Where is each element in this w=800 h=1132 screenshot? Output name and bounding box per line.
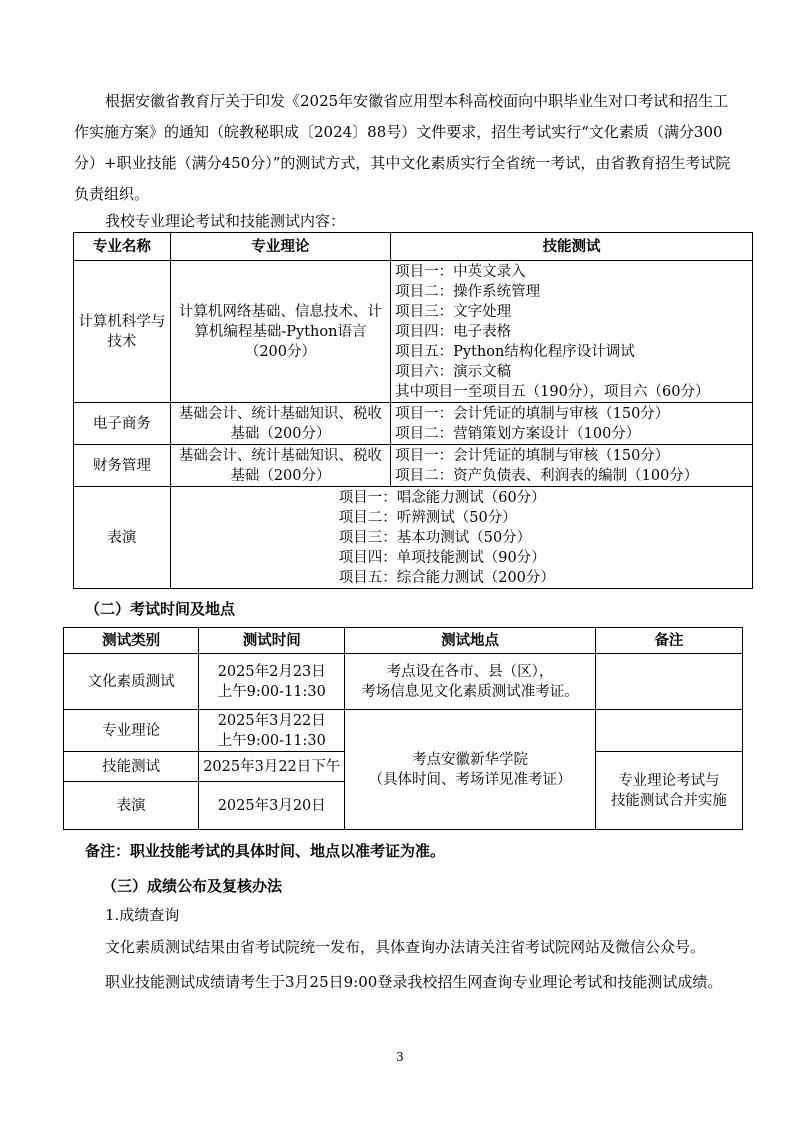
- col-header-time: 测试时间: [199, 628, 345, 654]
- test-note: [595, 752, 742, 830]
- section-heading: （三）成绩公布及复核办法: [102, 877, 283, 895]
- skill-item: 项目五：综合能力测试（200分）: [338, 569, 555, 586]
- table-row: [64, 654, 743, 710]
- theory-content: 计算机网络基础、信息技术、计算机编程基础-Python语言（200分）: [170, 261, 390, 403]
- major-name: 电子商务: [74, 403, 171, 445]
- subsection-heading: 1.成绩查询: [105, 906, 180, 924]
- table-row: [64, 710, 743, 752]
- test-note: [595, 710, 742, 752]
- col-header-skills: 技能测试: [391, 233, 753, 261]
- place-line: （具体时间、考场详见准考证）: [368, 771, 572, 788]
- table-row: [74, 445, 753, 487]
- col-header-category: 测试类别: [64, 628, 199, 654]
- col-header-major: 专业名称: [74, 233, 171, 261]
- col-header-note: 备注: [595, 628, 742, 654]
- skill-item: 项目一：会计凭证的填制与审核（150分）: [395, 447, 670, 464]
- skill-item: 项目二：营销策划方案设计（100分）: [395, 425, 641, 442]
- table-row: [74, 261, 753, 403]
- skill-item: 项目四：电子表格: [395, 323, 512, 340]
- test-hours: 上午9:00-11:30: [217, 732, 326, 749]
- test-time: 2025年3月20日: [199, 782, 345, 830]
- major-exam-table: [73, 232, 753, 589]
- table-row: [74, 403, 753, 445]
- test-category: 技能测试: [64, 752, 199, 782]
- test-category: 专业理论: [64, 710, 199, 752]
- test-time: 2025年3月22日下午: [199, 752, 345, 782]
- note-line: 专业理论考试与: [618, 772, 720, 789]
- test-date: 2025年2月23日: [217, 663, 326, 680]
- skill-list: [391, 403, 753, 445]
- skill-item: 项目一：唱念能力测试（60分）: [338, 489, 546, 506]
- test-time: [199, 710, 345, 752]
- skill-list: [391, 261, 753, 403]
- skill-item: 项目五：Python结构化程序设计调试: [395, 343, 635, 360]
- exam-schedule-table: [63, 627, 743, 830]
- skill-item: 项目一：会计凭证的填制与审核（150分）: [395, 405, 670, 422]
- body-paragraph: 文化素质测试结果由省考试院统一发布，具体查询办法请关注省考试院网站及微信公众号。: [105, 938, 706, 956]
- test-place: [345, 654, 596, 710]
- page-number: 3: [396, 1050, 404, 1064]
- place-line: 考点安徽新华学院: [412, 751, 529, 768]
- remark: 备注：职业技能考试的具体时间、地点以准考证为准。: [85, 842, 446, 860]
- skill-item: 其中项目一至项目五（190分），项目六（60分）: [395, 383, 710, 400]
- body-paragraph: 职业技能测试成绩请考生于3月25日9:00登录我校招生网查询专业理论考试和技能测试成绩。: [105, 973, 723, 991]
- test-note: [595, 654, 742, 710]
- col-header-place: 测试地点: [345, 628, 596, 654]
- theory-content: 基础会计、统计基础知识、税收基础（200分）: [170, 445, 390, 487]
- note-line: 技能测试合并实施: [610, 792, 727, 809]
- intro-lead: 我校专业理论考试和技能测试内容：: [105, 212, 346, 230]
- intro-paragraph: 根据安徽省教育厅关于印发《2025年安徽省应用型本科高校面向中职毕业生对口考试和招生工作实施方案》的通知（皖教秘职成〔2024〕88号）文件要求，招生考试实行“文化素质（满分300分）+职业技能（满分450分）”的测试方式，其中文化素质实行全省统一考试，由省教育招生考试院负责组织。: [74, 92, 731, 203]
- test-category: 文化素质测试: [64, 654, 199, 710]
- skill-item: 项目二：听辨测试（50分）: [338, 509, 517, 526]
- theory-content: 基础会计、统计基础知识、税收基础（200分）: [170, 403, 390, 445]
- skill-list: [170, 487, 752, 589]
- skill-item: 项目六：演示文稿: [395, 363, 512, 380]
- test-hours: 上午9:00-11:30: [217, 683, 326, 700]
- test-place: [345, 710, 596, 830]
- skill-item: 项目三：文字处理: [395, 303, 512, 320]
- major-name: 财务管理: [74, 445, 171, 487]
- major-name: 计算机科学与技术: [74, 261, 171, 403]
- col-header-theory: 专业理论: [170, 233, 390, 261]
- skill-item: 项目二：资产负债表、利润表的编制（100分）: [395, 467, 699, 484]
- skill-item: 项目二：操作系统管理: [395, 283, 541, 300]
- section-heading: （二）考试时间及地点: [85, 600, 236, 618]
- table-row: [74, 487, 753, 589]
- major-name: 表演: [74, 487, 171, 589]
- place-line: 考场信息见文化素质测试准考证。: [361, 683, 579, 700]
- skill-item: 项目三：基本功测试（50分）: [338, 529, 532, 546]
- place-line: 考点设在各市、县（区），: [386, 663, 554, 680]
- test-date: 2025年3月22日: [217, 712, 326, 729]
- test-category: 表演: [64, 782, 199, 830]
- test-time: [199, 654, 345, 710]
- skill-item: 项目四：单项技能测试（90分）: [338, 549, 546, 566]
- skill-item: 项目一：中英文录入: [395, 263, 526, 280]
- skill-list: [391, 445, 753, 487]
